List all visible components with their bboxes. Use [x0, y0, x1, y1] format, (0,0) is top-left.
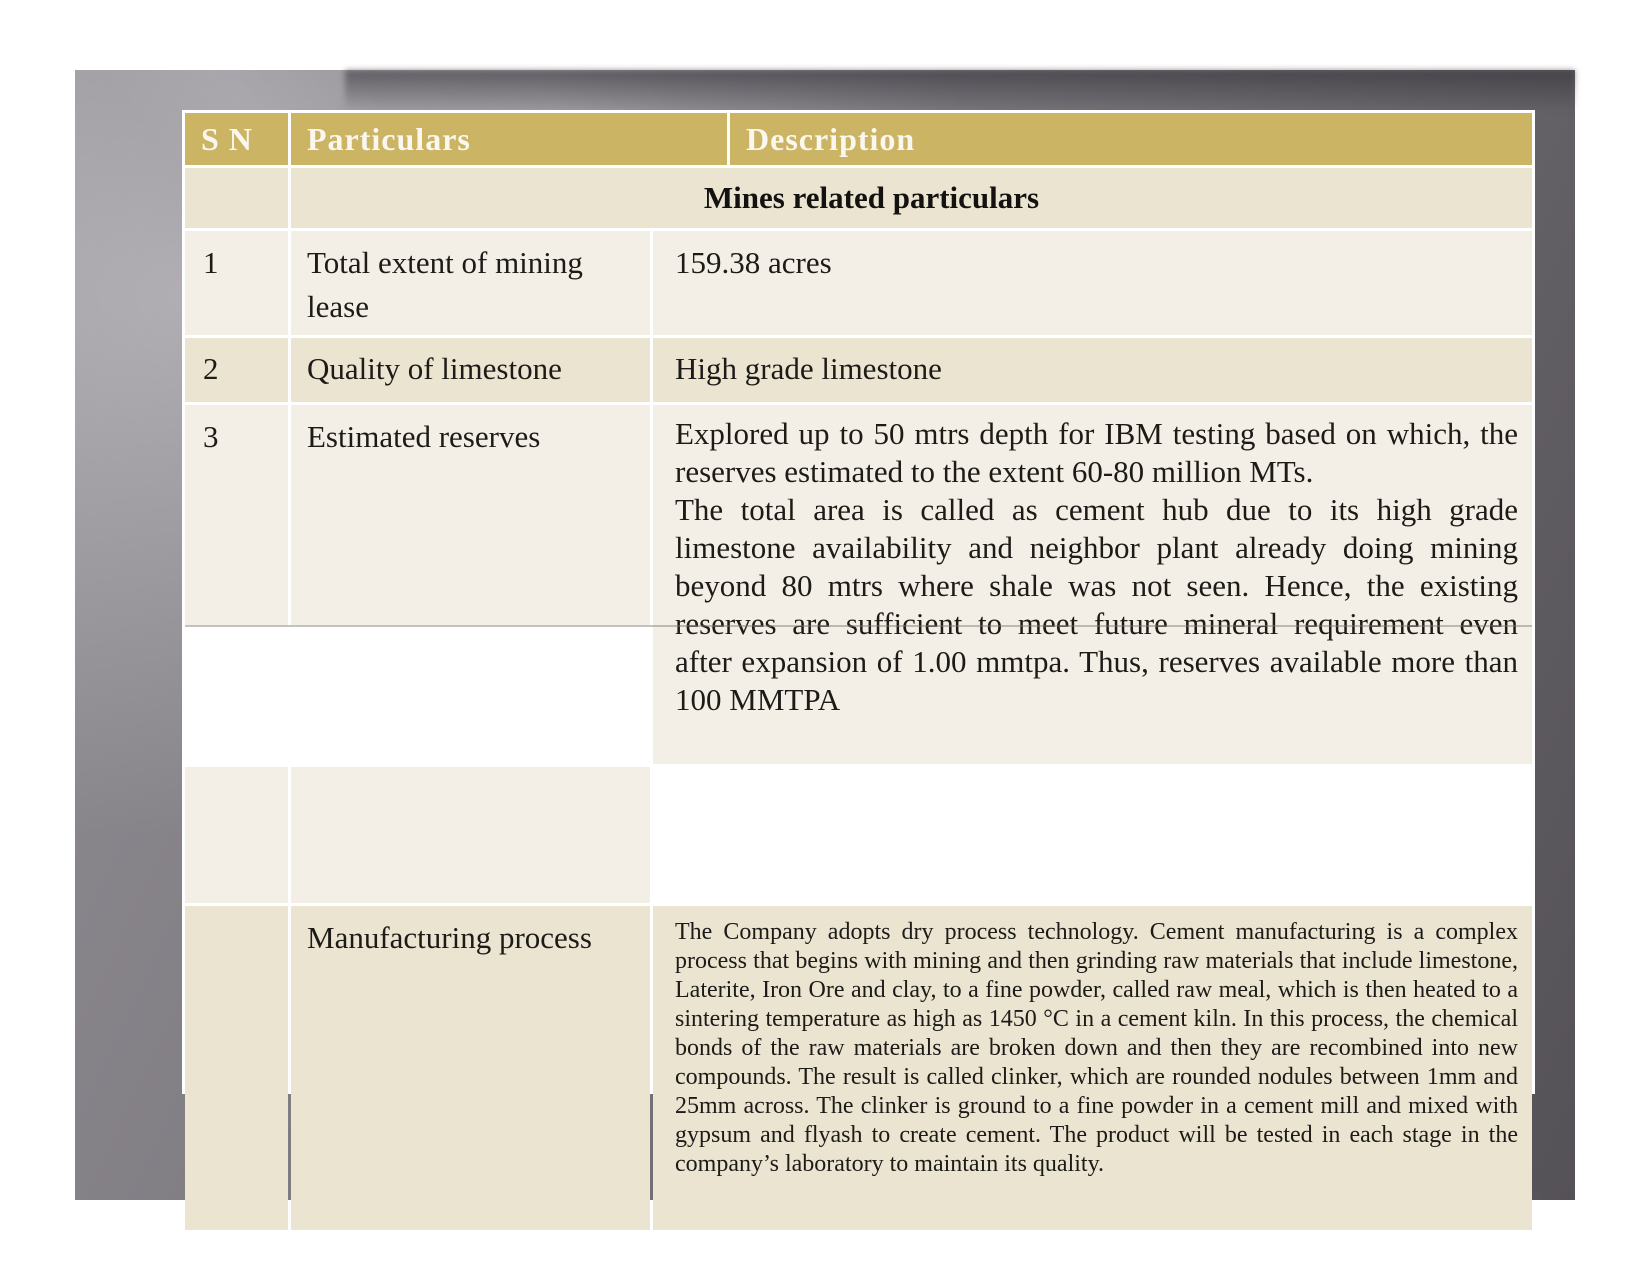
table-row — [185, 338, 1532, 402]
cell-description — [653, 405, 1532, 764]
header-cell-description: Description — [730, 113, 1532, 165]
description-paragraph: Explored up to 50 mtrs depth for IBM testing based on which, the reserves estimated to the extent 60-80 million MTs. — [675, 416, 1518, 489]
cell-particular-empty — [291, 767, 650, 903]
description-paragraph: The total area is called as cement hub due to its high grade limestone availability and neighbor plant already doing mining beyond 80 mtrs where shale was not seen. Hence, the existing reserves are sufficient to meet future mineral requirement even after expansion of 1.00 mmtpa. Thus, reserves available more than 100 MMTPA — [675, 492, 1518, 717]
table-row — [185, 231, 1532, 335]
cell-sn: 2 — [185, 338, 288, 402]
cell-sn: 1 — [185, 231, 288, 335]
cell-particular: Total extent of mining lease — [291, 231, 650, 335]
cell-description: High grade limestone — [653, 338, 1532, 402]
cell-particular: Estimated reserves — [291, 405, 650, 625]
cell-description: 159.38 acres — [653, 231, 1532, 335]
section-title-sn-cell — [185, 168, 288, 228]
slide-background — [75, 70, 1575, 1200]
header-cell-particulars: Particulars — [291, 113, 727, 165]
cell-sn-empty — [185, 767, 288, 903]
cell-particular: Manufacturing process — [291, 906, 650, 1230]
table-row — [185, 405, 1532, 764]
cell-sn — [185, 906, 288, 1230]
table-row — [185, 906, 1532, 1230]
particulars-table — [182, 110, 1535, 1177]
section-title-row — [185, 168, 1532, 228]
cell-sn: 3 — [185, 405, 288, 625]
cell-particular: Quality of limestone — [291, 338, 650, 402]
table-row-continuation — [185, 767, 1532, 903]
section-title: Mines related particulars — [291, 168, 1532, 228]
header-cell-sn: S N — [185, 113, 288, 165]
description-paragraph: The Company adopts dry process technology. Cement manufacturing is a complex process that begins with mining and then grinding raw materials that include limestone, Laterite, Iron Ore and clay, to a fine powder, called raw meal, which is then heated to a sintering temperature as high as 1450 °C in a cement kiln. In this process, the chemical bonds of the raw materials are broken down and then they are recombined into new compounds. The result is called clinker, which are rounded nodules between 1mm and 25mm across. The clinker is ground to a fine powder in a cement mill and mixed with gypsum and flyash to create cement. The product will be tested in each stage in the company’s laboratory to maintain its quality. — [675, 919, 1518, 1177]
cell-description — [653, 906, 1532, 1230]
table-header-row — [185, 113, 1532, 165]
row-overflow-divider-line — [185, 625, 1532, 627]
